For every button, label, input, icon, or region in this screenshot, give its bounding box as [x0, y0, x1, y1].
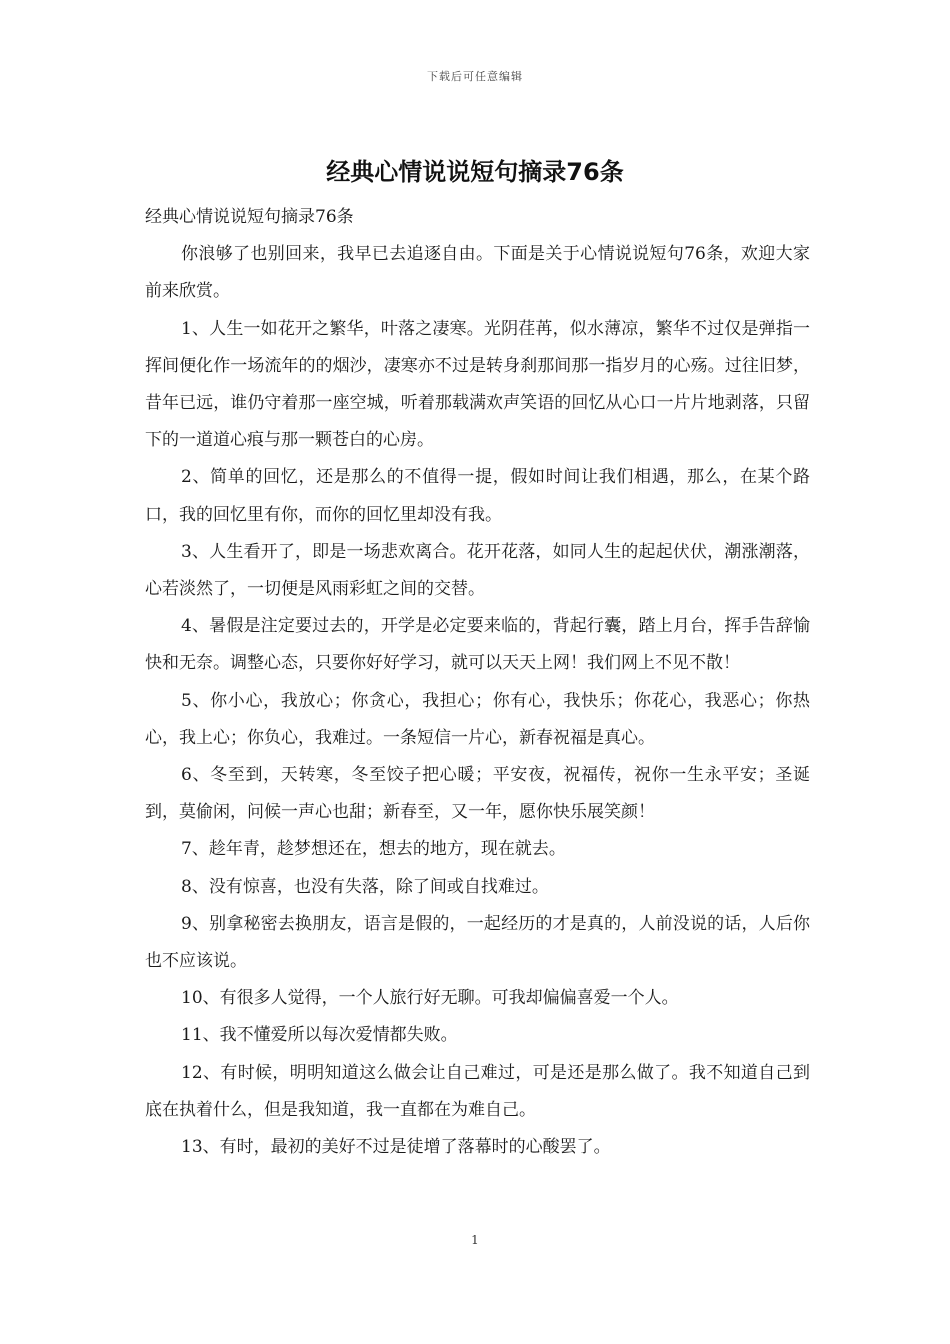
list-item: 1、人生一如花开之繁华，叶落之凄寒。光阴荏苒，似水薄凉，繁华不过仅是弹指一挥间便化作一场流年的的烟沙，凄寒亦不过是转身刹那间那一指岁月的心殇。过往旧梦，昔年已远，谁仍守着那一座空城，听着那载满欢声笑语的回忆从心口一片片地剥落，只留下的一道道心痕与那一颗苍白的心房。: [145, 318, 810, 451]
intro-paragraph: 你浪够了也别回来，我早已去追逐自由。下面是关于心情说说短句76条，欢迎大家前来欣赏。: [145, 244, 810, 302]
list-item: 12、有时候，明明知道这么做会让自己难过，可是还是那么做了。我不知道自己到底在执着什么，但是我知道，我一直都在为难自己。: [145, 1062, 810, 1120]
list-item: 11、我不懂爱所以每次爱情都失败。: [181, 1025, 458, 1046]
document-subtitle: 经典心情说说短句摘录76条: [145, 207, 354, 227]
list-item: 7、趁年青，趁梦想还在，想去的地方，现在就去。: [181, 839, 566, 860]
document-body: [145, 199, 810, 1166]
list-item: 4、暑假是注定要过去的，开学是必定要来临的，背起行囊，踏上月台，挥手告辞愉快和无奈。调整心态，只要你好好学习，就可以天天上网！我们网上不见不散！: [145, 616, 810, 674]
list-item: 9、别拿秘密去换朋友，语言是假的，一起经历的才是真的，人前没说的话，人后你也不应该说。: [145, 913, 810, 972]
list-item: 10、有很多人觉得，一个人旅行好无聊。可我却偏偏喜爱一个人。: [181, 988, 679, 1009]
list-item: 13、有时，最初的美好不过是徒增了落幕时的心酸罢了。: [181, 1137, 611, 1158]
document-title: 经典心情说说短句摘录76条: [326, 158, 624, 186]
list-item: 2、简单的回忆，还是那么的不值得一提，假如时间让我们相遇，那么，在某个路口，我的回忆里有你，而你的回忆里却没有我。: [145, 467, 810, 525]
list-item: 3、人生看开了，即是一场悲欢离合。花开花落，如同人生的起起伏伏，潮涨潮落，心若淡然了，一切便是风雨彩虹之间的交替。: [145, 541, 810, 600]
list-item: 6、冬至到，天转寒，冬至饺子把心暖；平安夜，祝福传，祝你一生永平安；圣诞到，莫偷闲，问候一声心也甜；新春至，又一年，愿你快乐展笑颜！: [145, 765, 810, 823]
list-item: 8、没有惊喜，也没有失落，除了间或自找难过。: [181, 876, 549, 897]
header-note: 下载后可任意编辑: [427, 70, 523, 83]
list-item: 5、你小心，我放心；你贪心，我担心；你有心，我快乐；你花心，我恶心；你热心，我上心；你负心，我难过。一条短信一片心，新春祝福是真心。: [145, 690, 810, 748]
page-number: 1: [471, 1233, 479, 1247]
